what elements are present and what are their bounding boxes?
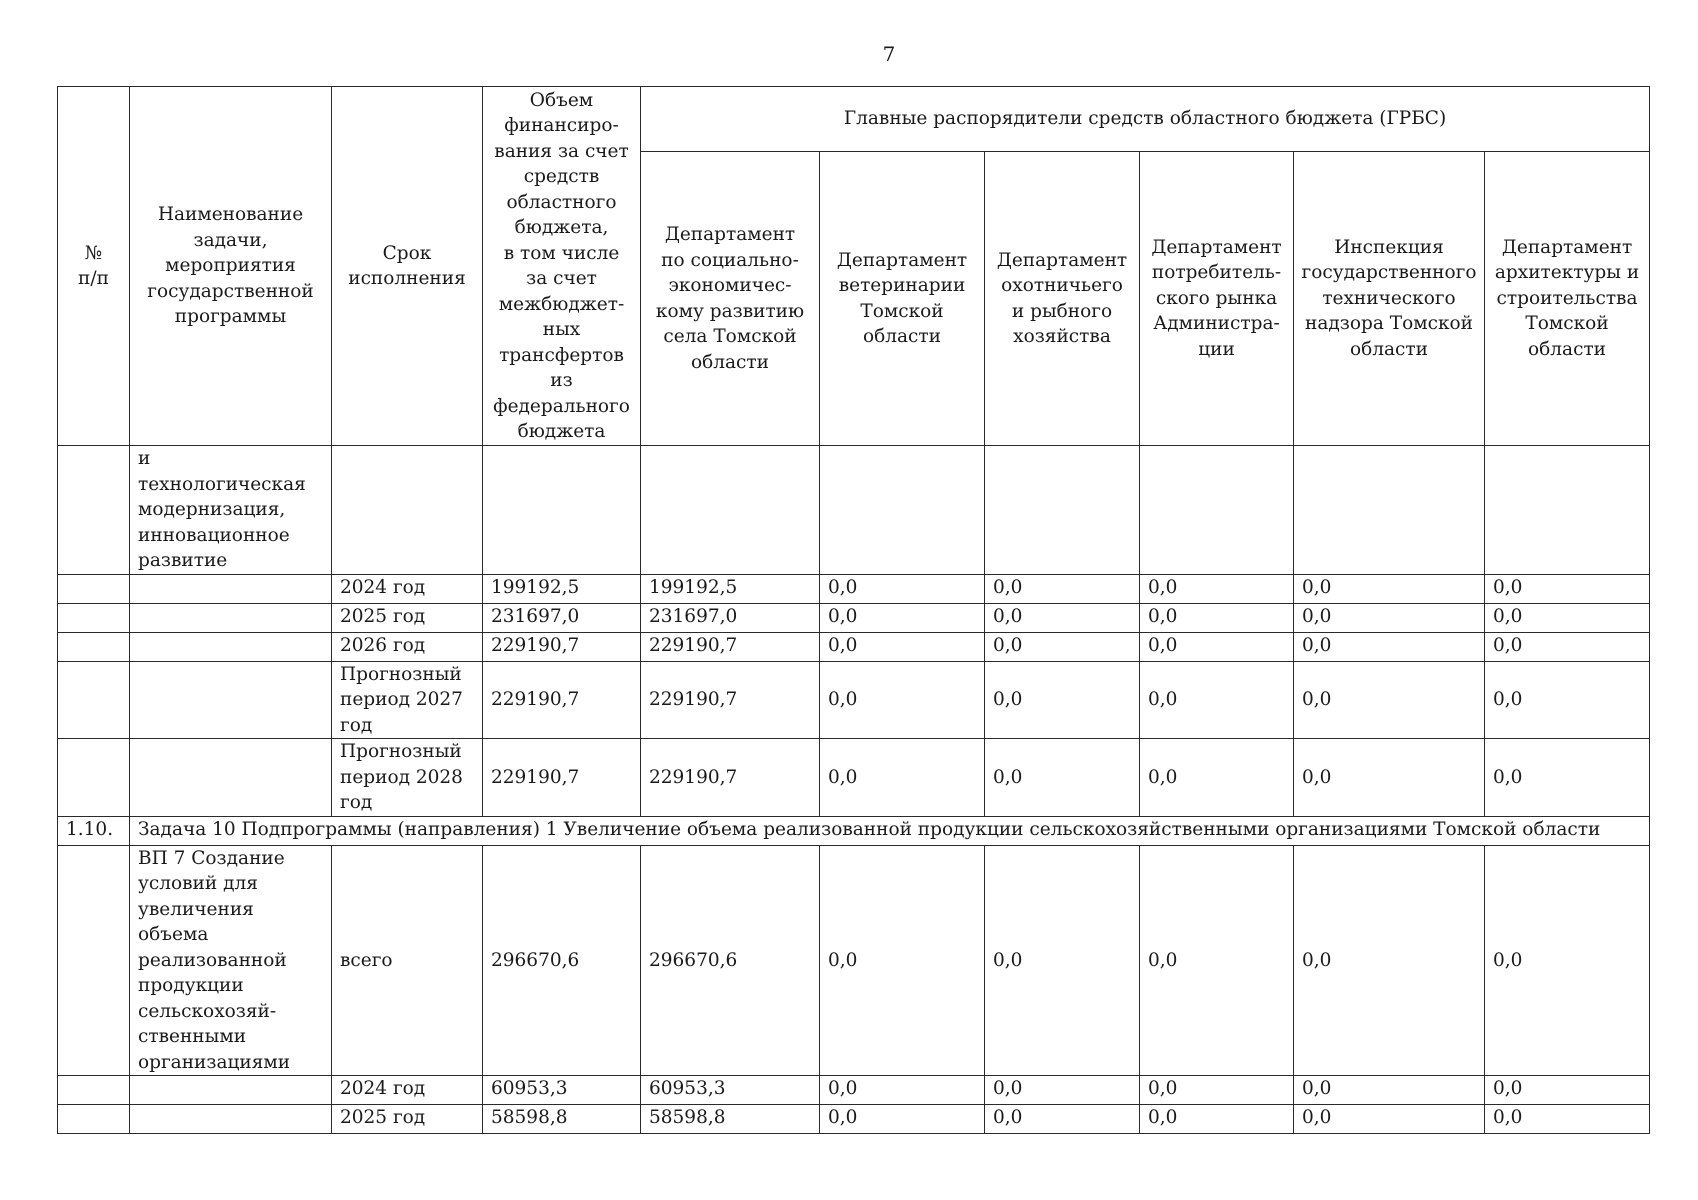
dept-hunting-value: 0,0 xyxy=(985,603,1140,632)
dept-hunting-value: 0,0 xyxy=(985,574,1140,603)
table-body xyxy=(58,446,1650,1134)
dept-architecture-value: 0,0 xyxy=(1485,1105,1650,1134)
page-number: 7 xyxy=(882,42,896,66)
dept-consumer-market-value: 0,0 xyxy=(1140,574,1294,603)
dept-consumer-market-value: 0,0 xyxy=(1140,1105,1294,1134)
term-cell: Прогнозный период 2027 год xyxy=(332,661,483,739)
dept-consumer-market-value: 0,0 xyxy=(1140,661,1294,739)
header-dept-consumer-market: Департамент потребитель- ского рынка Администра- ции xyxy=(1140,152,1294,446)
inspection-value: 0,0 xyxy=(1294,1076,1485,1105)
row-number xyxy=(58,446,130,575)
header-dept-veterinary: Департамент ветеринарии Томской области xyxy=(820,152,985,446)
dept-architecture-value: 0,0 xyxy=(1485,632,1650,661)
dept-architecture-value: 0,0 xyxy=(1485,845,1650,1076)
dept-consumer-market-value: 0,0 xyxy=(1140,632,1294,661)
dept-veterinary-value: 0,0 xyxy=(820,1076,985,1105)
dept-veterinary-value: 0,0 xyxy=(820,739,985,817)
table-row xyxy=(58,739,1650,817)
measure-name xyxy=(130,603,332,632)
dept-hunting-value: 0,0 xyxy=(985,1076,1140,1105)
measure-name xyxy=(130,661,332,739)
dept-hunting-value: 0,0 xyxy=(985,1105,1140,1134)
row-number xyxy=(58,1105,130,1134)
dept-social-value: 229190,7 xyxy=(641,661,820,739)
header-term: Срок исполнения xyxy=(332,87,483,446)
dept-veterinary-value: 0,0 xyxy=(820,845,985,1076)
header-row-top xyxy=(58,87,1650,152)
measure-row-vp7 xyxy=(58,845,1650,1076)
inspection-value: 0,0 xyxy=(1294,661,1485,739)
dept-social-value: 199192,5 xyxy=(641,574,820,603)
dept-hunting-value: 0,0 xyxy=(985,632,1140,661)
dept-consumer-market-value: 0,0 xyxy=(1140,739,1294,817)
table-row xyxy=(58,574,1650,603)
dept-veterinary-value: 0,0 xyxy=(820,1105,985,1134)
dept-hunting-value: 0,0 xyxy=(985,845,1140,1076)
dept-architecture-value: 0,0 xyxy=(1485,1076,1650,1105)
volume-value: 229190,7 xyxy=(483,661,641,739)
measure-name xyxy=(130,574,332,603)
table-row xyxy=(58,1105,1650,1134)
measure-name: ВП 7 Создание условий для увеличения объема реализованной продукции сельскохозяй- ственными организациями xyxy=(130,845,332,1076)
header-inspection: Инспекция государственного технического надзора Томской области xyxy=(1294,152,1485,446)
dept-architecture-value: 0,0 xyxy=(1485,661,1650,739)
volume-value: 199192,5 xyxy=(483,574,641,603)
task-row xyxy=(58,816,1650,845)
dept-consumer-market-value: 0,0 xyxy=(1140,603,1294,632)
volume-value: 231697,0 xyxy=(483,603,641,632)
budget-table xyxy=(57,86,1650,1134)
inspection-value: 0,0 xyxy=(1294,603,1485,632)
term-cell: 2025 год xyxy=(332,603,483,632)
dept-social-value: 60953,3 xyxy=(641,1076,820,1105)
volume-value: 58598,8 xyxy=(483,1105,641,1134)
measure-name xyxy=(130,1105,332,1134)
dept-social-value: 231697,0 xyxy=(641,603,820,632)
task-text: Задача 10 Подпрограммы (направления) 1 Увеличение объема реализованной продукции сельскохозяйственными организациями Томской области xyxy=(130,816,1650,845)
continuation-row xyxy=(58,446,1650,575)
volume-value: 296670,6 xyxy=(483,845,641,1076)
volume-value: 229190,7 xyxy=(483,632,641,661)
dept-consumer-market-value: 0,0 xyxy=(1140,845,1294,1076)
term-cell: всего xyxy=(332,845,483,1076)
row-number xyxy=(58,1076,130,1105)
dept-hunting-value: 0,0 xyxy=(985,661,1140,739)
inspection-value: 0,0 xyxy=(1294,574,1485,603)
header-dept-social: Департамент по социально- экономичес- кому развитию села Томской области xyxy=(641,152,820,446)
dept-social-value: 58598,8 xyxy=(641,1105,820,1134)
inspection-value: 0,0 xyxy=(1294,739,1485,817)
task-number: 1.10. xyxy=(58,816,130,845)
row-number xyxy=(58,632,130,661)
term-cell: Прогнозный период 2028 год xyxy=(332,739,483,817)
header-grbs: Главные распорядители средств областного бюджета (ГРБС) xyxy=(641,87,1650,152)
measure-name xyxy=(130,739,332,817)
table-row xyxy=(58,603,1650,632)
dept-consumer-market-value: 0,0 xyxy=(1140,1076,1294,1105)
header-volume: Объем финансиро- вания за счет средств областного бюджета, в том числе за счет межбюджет- ных трансфертов из федерального бюджета xyxy=(483,87,641,446)
inspection-value: 0,0 xyxy=(1294,845,1485,1076)
dept-veterinary-value: 0,0 xyxy=(820,632,985,661)
measure-name xyxy=(130,632,332,661)
dept-social-value: 229190,7 xyxy=(641,739,820,817)
volume-value: 229190,7 xyxy=(483,739,641,817)
measure-name xyxy=(130,1076,332,1105)
volume-value: 60953,3 xyxy=(483,1076,641,1105)
dept-architecture-value: 0,0 xyxy=(1485,739,1650,817)
term-cell: 2025 год xyxy=(332,1105,483,1134)
table-row xyxy=(58,632,1650,661)
row-number xyxy=(58,661,130,739)
term-cell: 2024 год xyxy=(332,1076,483,1105)
dept-social-value: 229190,7 xyxy=(641,632,820,661)
dept-veterinary-value: 0,0 xyxy=(820,661,985,739)
inspection-value: 0,0 xyxy=(1294,1105,1485,1134)
header-dept-hunting: Департамент охотничьего и рыбного хозяйства xyxy=(985,152,1140,446)
term-cell: 2026 год xyxy=(332,632,483,661)
row-number xyxy=(58,574,130,603)
dept-veterinary-value: 0,0 xyxy=(820,574,985,603)
row-number xyxy=(58,739,130,817)
row-number xyxy=(58,603,130,632)
dept-hunting-value: 0,0 xyxy=(985,739,1140,817)
measure-name: и технологическая модернизация, инновационное развитие xyxy=(130,446,332,575)
header-name: Наименование задачи, мероприятия государственной программы xyxy=(130,87,332,446)
header-dept-architecture: Департамент архитектуры и строительства Томской области xyxy=(1485,152,1650,446)
term-cell: 2024 год xyxy=(332,574,483,603)
dept-social-value: 296670,6 xyxy=(641,845,820,1076)
row-number xyxy=(58,845,130,1076)
header-number: № п/п xyxy=(58,87,130,446)
dept-veterinary-value: 0,0 xyxy=(820,603,985,632)
dept-architecture-value: 0,0 xyxy=(1485,574,1650,603)
table-row xyxy=(58,661,1650,739)
inspection-value: 0,0 xyxy=(1294,632,1485,661)
dept-architecture-value: 0,0 xyxy=(1485,603,1650,632)
table-row xyxy=(58,1076,1650,1105)
